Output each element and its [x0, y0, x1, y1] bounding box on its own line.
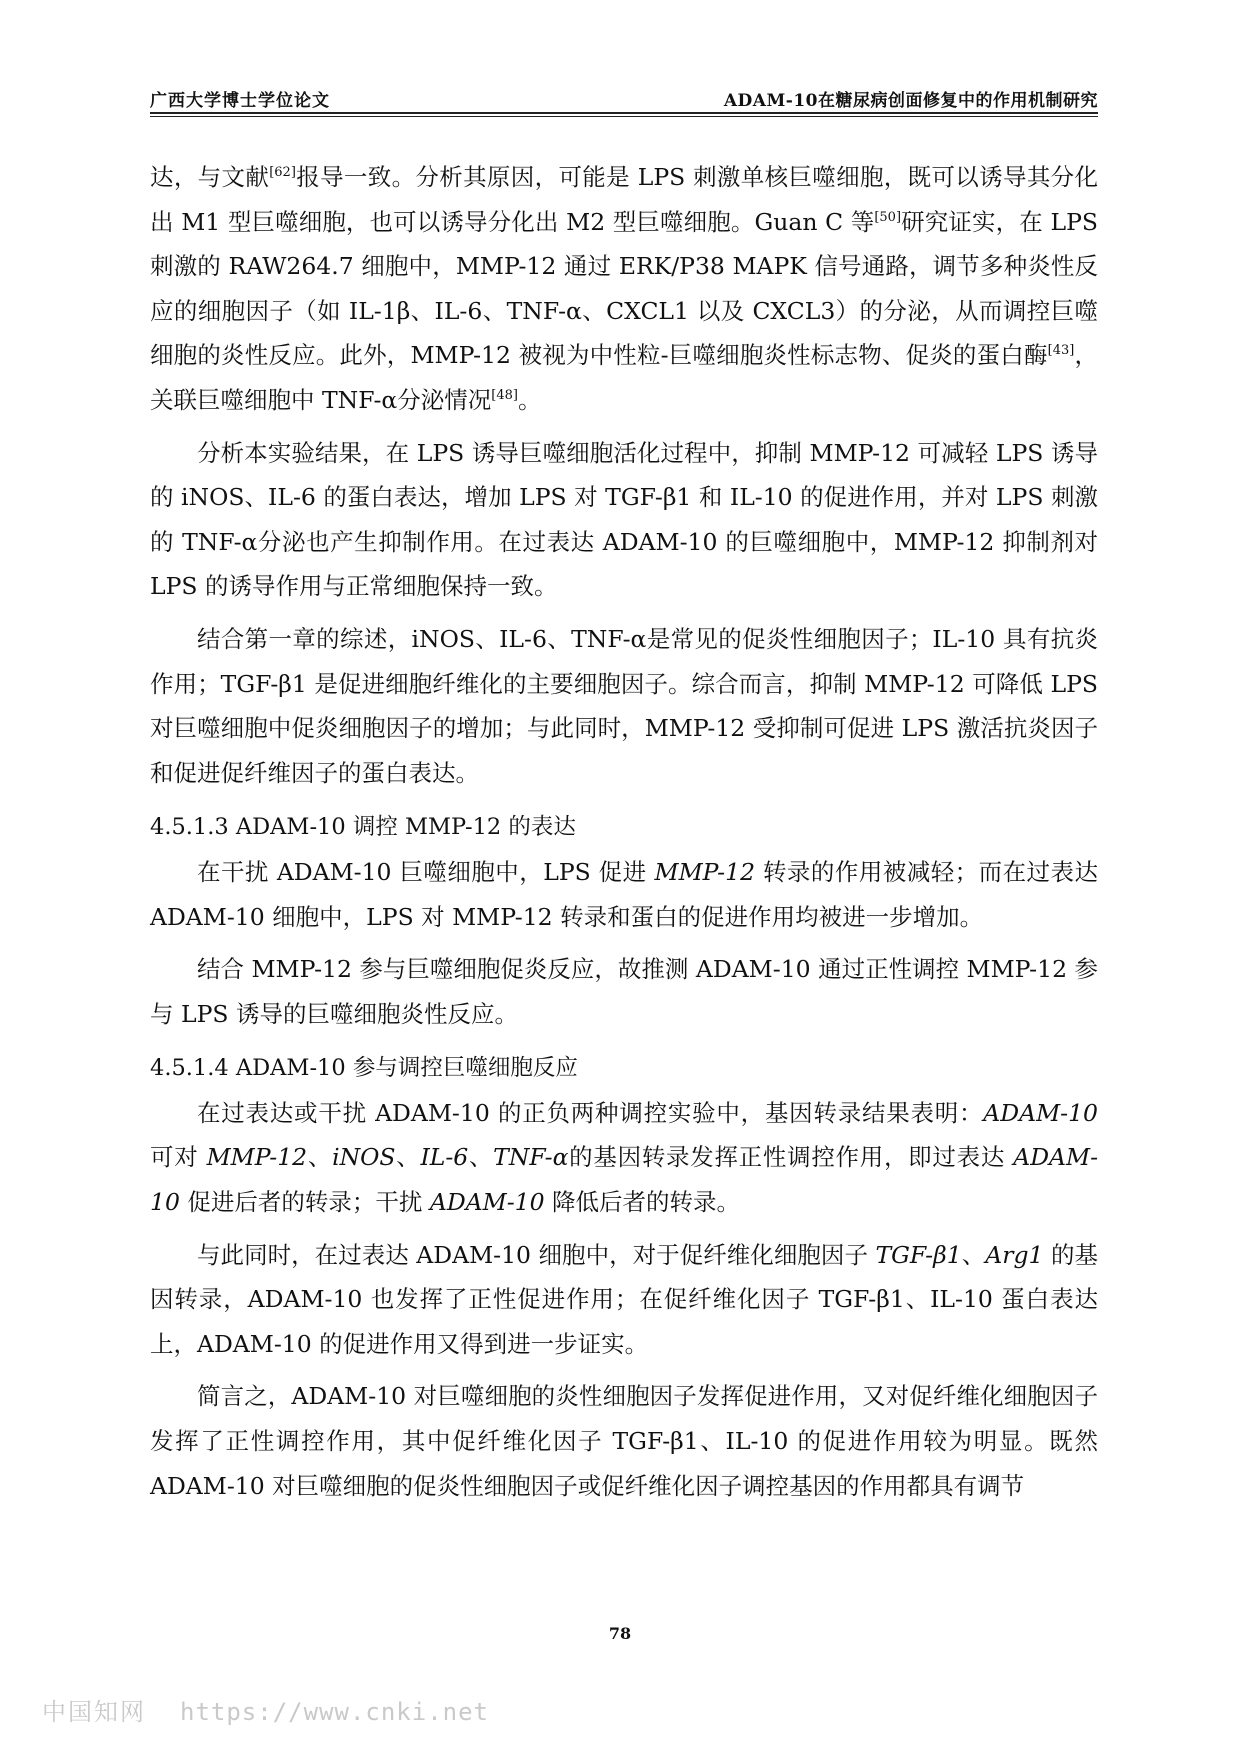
- text: ，关联巨噬细胞中 TNF-α分泌情况: [150, 341, 1099, 414]
- text: 、: [468, 1143, 494, 1172]
- cnki-watermark: [42, 1692, 489, 1727]
- text: 在干扰 ADAM-10 巨噬细胞中，LPS 促进: [197, 857, 655, 886]
- gene-name: MMP-12: [206, 1143, 308, 1172]
- text: 转录的作用被减轻；而在过表达 ADAM-10 细胞中，LPS 对 MMP-12 转录和蛋白的促进作用均被进一步增加。: [150, 857, 1098, 931]
- paragraph-continuation: [150, 155, 1098, 423]
- text: 、: [961, 1240, 986, 1269]
- watermark-brand: 中国知网: [42, 1698, 146, 1726]
- text: 可对: [150, 1143, 207, 1172]
- gene-name: IL-6: [420, 1143, 469, 1172]
- section-heading-4-5-1-3: 4.5.1.3 ADAM-10 调控 MMP-12 的表达: [150, 814, 576, 841]
- text: 的基因转录发挥正性调控作用，即过表达: [568, 1143, 1014, 1172]
- gene-name: ADAM-10: [150, 1143, 1099, 1217]
- page-body: [150, 155, 1098, 1508]
- running-header: [150, 84, 1098, 110]
- text: 降低后者的转录。: [544, 1188, 741, 1217]
- header-rule-thick: [150, 112, 1098, 114]
- gene-name: ADAM-10: [429, 1188, 545, 1217]
- text: 达，与文献: [150, 163, 270, 191]
- text: 在过表达或干扰 ADAM-10 的正负两种调控实验中，基因转录结果表明：: [197, 1098, 984, 1127]
- gene-name: TGF-β1: [875, 1240, 962, 1269]
- citation-ref[interactable]: [62]: [269, 165, 296, 181]
- gene-name: iNOS: [332, 1143, 396, 1172]
- text: 。: [517, 385, 542, 414]
- header-thesis-title: 广西大学博士学位论文: [150, 91, 330, 111]
- gene-name: Arg1: [985, 1240, 1044, 1269]
- gene-name: TNF-α: [493, 1143, 569, 1172]
- header-chapter-title: ADAM-10在糖尿病创面修复中的作用机制研究: [723, 91, 1098, 111]
- paragraph-mmp12-transcription: [150, 850, 1098, 939]
- text: 促进后者的转录；干扰: [179, 1188, 430, 1217]
- gene-name: ADAM-10: [983, 1098, 1098, 1127]
- paragraph-review-summary: 结合第一章的综述，iNOS、IL-6、TNF-α是常见的促炎性细胞因子；IL-10 具有抗炎作用；TGF-β1 是促进细胞纤维化的主要细胞因子。综合而言，抑制 MMP-12 可降低 LPS 对巨噬细胞中促炎细胞因子的增加；与此同时，MMP-12 受抑制可促进 LPS 激活抗炎因子和促进促纤维因子的蛋白表达。: [150, 624, 1098, 787]
- paragraph-profibrotic: [150, 1233, 1098, 1367]
- text: 、: [307, 1143, 333, 1172]
- page-number: 78: [608, 1624, 632, 1643]
- citation-ref[interactable]: [48]: [491, 388, 518, 404]
- gene-name: MMP-12: [654, 857, 756, 886]
- text: 研究证实，在 LPS 刺激的 RAW264.7 细胞中，MMP-12 通过 ERK/P38 MAPK 信号通路，调节多种炎性反应的细胞因子（如 IL-1β、IL-6、TNF-α、CXCL1 以及 CXCL3）的分泌，从而调控巨噬细胞的炎性反应。此外，MMP-12 被视为中性粒-巨噬细胞炎性标志物、促炎的蛋白酶: [150, 207, 1098, 370]
- text: 、: [395, 1143, 421, 1172]
- section-heading-4-5-1-4: 4.5.1.4 ADAM-10 参与调控巨噬细胞反应: [150, 1055, 578, 1082]
- watermark-url: https://www.cnki.net: [180, 1698, 489, 1726]
- text: 报导一致。分析其原因，可能是 LPS 刺激单核巨噬细胞，既可以诱导其分化出 M1 型巨噬细胞，也可以诱导分化出 M2 型巨噬细胞。Guan C 等: [150, 163, 1098, 236]
- paragraph-conclusion: 简言之，ADAM-10 对巨噬细胞的炎性细胞因子发挥促进作用，又对促纤维化细胞因子发挥了正性调控作用，其中促纤维化因子 TGF-β1、IL-10 的促进作用较为明显。既然 ADAM-10 对巨噬细胞的促炎性细胞因子或促纤维化因子调控基因的作用都具有调节: [150, 1382, 1098, 1500]
- paragraph-gene-regulation: [150, 1091, 1098, 1225]
- text: 与此同时，在过表达 ADAM-10 细胞中，对于促纤维化细胞因子: [197, 1240, 876, 1269]
- citation-ref[interactable]: [50]: [874, 209, 902, 225]
- paragraph-results-analysis: 分析本实验结果，在 LPS 诱导巨噬细胞活化过程中，抑制 MMP-12 可减轻 LPS 诱导的 iNOS、IL-6 的蛋白表达，增加 LPS 对 TGF-β1 和 IL-10 的促进作用，并对 LPS 刺激的 TNF-α分泌也产生抑制作用。在过表达 ADAM-10 的巨噬细胞中，MMP-12 抑制剂对 LPS 的诱导作用与正常细胞保持一致。: [150, 438, 1098, 601]
- header-rule-thin: [150, 116, 1098, 117]
- citation-ref[interactable]: [43]: [1047, 343, 1075, 359]
- paragraph-inference: 结合 MMP-12 参与巨噬细胞促炎反应，故推测 ADAM-10 通过正性调控 MMP-12 参与 LPS 诱导的巨噬细胞炎性反应。: [150, 955, 1098, 1028]
- text: 的基因转录，ADAM-10 也发挥了正性促进作用；在促纤维化因子 TGF-β1、IL-10 蛋白表达上，ADAM-10 的促进作用又得到进一步证实。: [150, 1240, 1098, 1358]
